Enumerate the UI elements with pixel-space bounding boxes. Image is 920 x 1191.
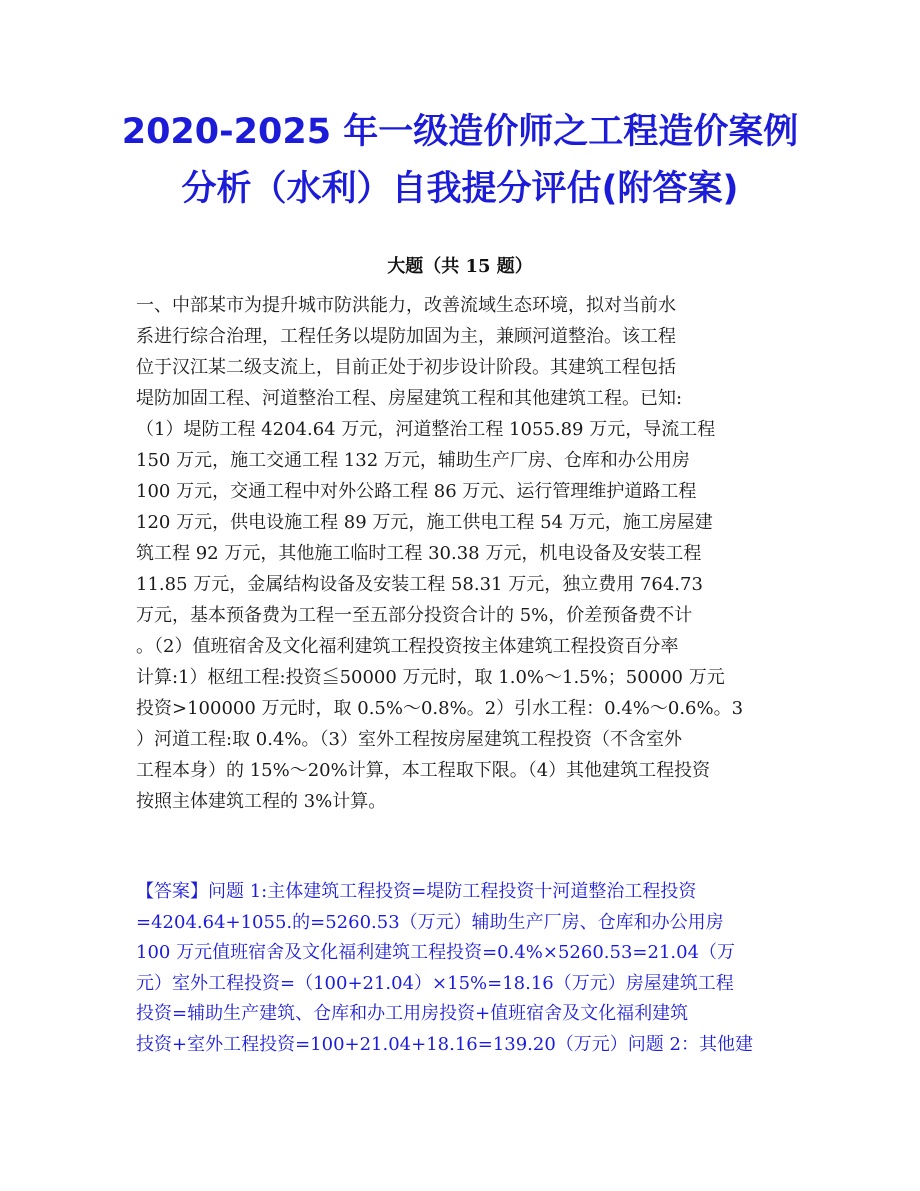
section-heading: 大题（共 15 题） xyxy=(387,256,533,277)
question-line: 150 万元，施工交通工程 132 万元，辅助生产厂房、仓库和办公用房 xyxy=(136,450,690,471)
question-line: 计算:1）枢纽工程:投资≦50000 万元时，取 1.0%～1.5%；50000 万元 xyxy=(136,667,725,688)
answer-line: 元）室外工程投资=（100+21.04）×15%=18.16（万元）房屋建筑工程 xyxy=(136,972,734,994)
question-line: ）河道工程:取 0.4%。（3）室外工程按房屋建筑工程投资（不含室外 xyxy=(136,729,682,750)
question-line: 工程本身）的 15%～20%计算，本工程取下限。（4）其他建筑工程投资 xyxy=(136,760,711,781)
answer-line: 【答案】问题 1:主体建筑工程投资=堤防工程投资十河道整治工程投资 xyxy=(136,881,697,902)
question-line: 堤防加固工程、河道整治工程、房屋建筑工程和其他建筑工程。已知: xyxy=(136,388,683,409)
question-line: 万元，基本预备费为工程一至五部分投资合计的 5%，价差预备费不计 xyxy=(136,605,693,626)
answer-line: 投资=辅助生产建筑、仓库和办工用房投资+值班宿舍及文化福利建筑 xyxy=(136,1003,689,1024)
question-line: 筑工程 92 万元，其他施工临时工程 30.38 万元，机电设备及安装工程 xyxy=(136,543,702,564)
question-line: 投资>100000 万元时，取 0.5%～0.8%。2）引水工程：0.4%～0.6%。3 xyxy=(136,698,744,719)
question-text xyxy=(136,290,796,817)
question-line: 位于汉江某二级支流上，目前正处于初步设计阶段。其建筑工程包括 xyxy=(136,357,676,378)
document-title-line-2: 分析（水利）自我提分评估(附答案) xyxy=(181,169,739,209)
question-line: 系进行综合治理，工程任务以堤防加固为主，兼顾河道整治。该工程 xyxy=(136,326,676,347)
answer-line: 100 万元值班宿舍及文化福利建筑工程投资=0.4%×5260.53=21.04（万 xyxy=(136,942,736,963)
question-line: （1）堤防工程 4204.64 万元，河道整治工程 1055.89 万元，导流工程 xyxy=(136,419,716,440)
question-line: 120 万元，供电设施工程 89 万元，施工供电工程 54 万元，施工房屋建 xyxy=(136,512,713,533)
question-line: 一、中部某市为提升城市防洪能力，改善流域生态环境，拟对当前水 xyxy=(136,295,676,316)
question-line: 100 万元，交通工程中对外公路工程 86 万元、运行管理维护道路工程 xyxy=(136,481,697,502)
question-line: 11.85 万元，金属结构设备及安装工程 58.31 万元，独立费用 764.73 xyxy=(136,574,703,595)
question-line: 。（2）值班宿舍及文化福利建筑工程投资按主体建筑工程投资百分率 xyxy=(136,636,679,657)
answer-text xyxy=(136,876,796,1059)
answer-line: =4204.64+1055.的=5260.53（万元）辅助生产厂房、仓库和办公用房 xyxy=(136,911,724,933)
answer-line: 技资+室外工程投资=100+21.04+18.16=139.20（万元）问题 2：其他建 xyxy=(136,1033,753,1055)
question-line: 按照主体建筑工程的 3%计算。 xyxy=(136,791,387,812)
document-title-line-1: 2020-2025 年一级造价师之工程造价案例 xyxy=(121,112,799,152)
